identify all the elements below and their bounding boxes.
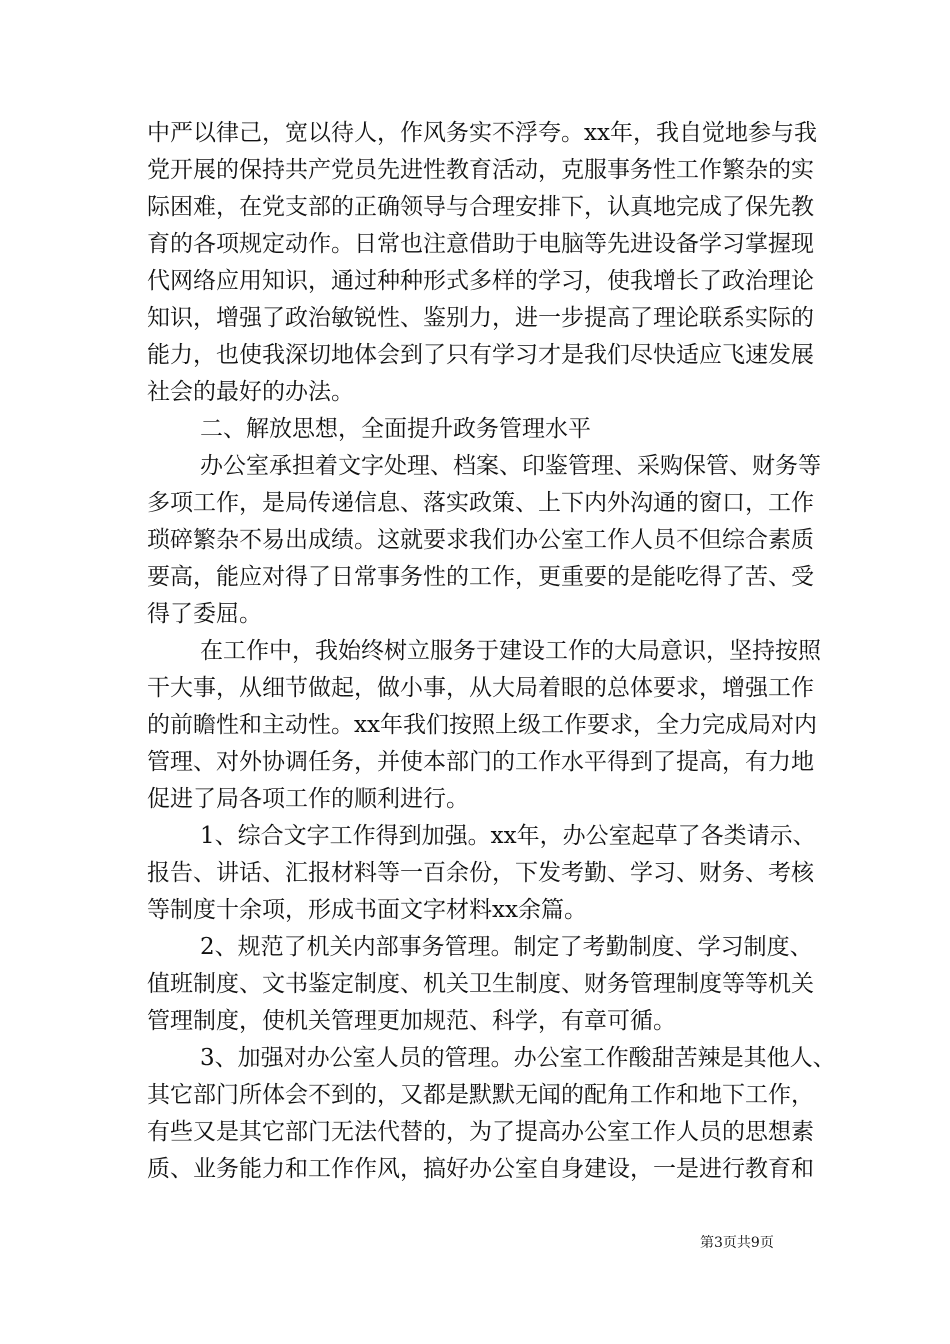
text-line: 其它部门所体会不到的，又都是默默无闻的配角工作和地下工作， <box>147 1082 814 1108</box>
text-line: 社会的最好的办法。 <box>147 379 354 405</box>
text-line: 要高，能应对得了日常事务性的工作，更重要的是能吃得了苦、受 <box>147 564 814 590</box>
text-line: 的前瞻性和主动性。xx年我们按照上级工作要求，全力完成局对内 <box>147 712 817 738</box>
text-line: 多项工作，是局传递信息、落实政策、上下内外沟通的窗口，工作 <box>147 490 814 516</box>
text-line: 代网络应用知识，通过种种形式多样的学习，使我增长了政治理论 <box>147 268 814 294</box>
text-line: 琐碎繁杂不易出成绩。这就要求我们办公室工作人员不但综合素质 <box>147 527 814 553</box>
text-line: 管理制度，使机关管理更加规范、科学，有章可循。 <box>147 1008 676 1034</box>
text-line: 际困难，在党支部的正确领导与合理安排下，认真地完成了保先教 <box>147 194 814 220</box>
section-heading: 二、解放思想，全面提升政务管理水平 <box>200 416 591 442</box>
text-line: 能力，也使我深切地体会到了只有学习才是我们尽快适应飞速发展 <box>147 342 814 368</box>
text-line: 中严以律己，宽以待人，作风务实不浮夸。xx年，我自觉地参与我 <box>147 120 817 146</box>
text-line: 在工作中，我始终树立服务于建设工作的大局意识，坚持按照 <box>200 638 821 664</box>
text-line: 党开展的保持共产党员先进性教育活动，克服事务性工作繁杂的实 <box>147 157 814 183</box>
text-line: 质、业务能力和工作作风，搞好办公室自身建设，一是进行教育和 <box>147 1156 814 1182</box>
text-line: 报告、讲话、汇报材料等一百余份，下发考勤、学习、财务、考核 <box>147 860 814 886</box>
text-line: 管理、对外协调任务，并使本部门的工作水平得到了提高，有力地 <box>147 749 814 775</box>
page-number: 第3页共9页 <box>700 1235 774 1251</box>
text-line: 育的各项规定动作。日常也注意借助于电脑等先进设备学习掌握现 <box>147 231 814 257</box>
text-line: 1、综合文字工作得到加强。xx年，办公室起草了各类请示、 <box>200 823 816 849</box>
text-line: 促进了局各项工作的顺利进行。 <box>147 786 469 812</box>
text-line: 干大事，从细节做起，做小事，从大局着眼的总体要求，增强工作 <box>147 675 814 701</box>
text-line: 得了委屈。 <box>147 601 262 627</box>
text-line: 知识，增强了政治敏锐性、鉴别力，进一步提高了理论联系实际的 <box>147 305 814 331</box>
text-line: 3、加强对办公室人员的管理。办公室工作酸甜苦辣是其他人、 <box>200 1045 836 1071</box>
text-line: 等制度十余项，形成书面文字材料xx余篇。 <box>147 897 587 923</box>
text-line: 有些又是其它部门无法代替的，为了提高办公室工作人员的思想素 <box>147 1119 814 1145</box>
text-line: 办公室承担着文字处理、档案、印鉴管理、采购保管、财务等 <box>200 453 821 479</box>
text-line: 值班制度、文书鉴定制度、机关卫生制度、财务管理制度等等机关 <box>147 971 814 997</box>
text-line: 2、规范了机关内部事务管理。制定了考勤制度、学习制度、 <box>200 934 813 960</box>
